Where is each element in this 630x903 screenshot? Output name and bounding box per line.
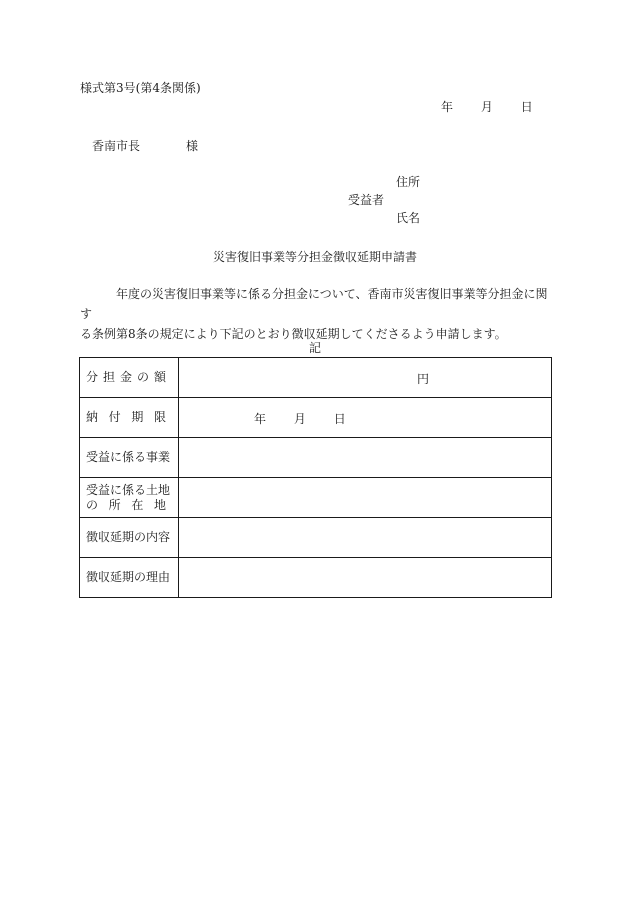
- body-line-1: 年度の災害復旧事業等に係る分担金について、香南市災害復旧事業等分担金に関す: [80, 287, 548, 321]
- document-title: 災害復旧事業等分担金徴収延期申請書: [212, 250, 417, 264]
- project-label: 受益に係る事業: [80, 438, 179, 478]
- details-table: [79, 357, 552, 598]
- table-row: [80, 398, 552, 438]
- label-char: 額: [153, 370, 166, 384]
- table-row: [80, 558, 552, 598]
- body-text: [80, 284, 552, 344]
- label-char: の: [136, 370, 149, 384]
- date-month: 月: [480, 100, 493, 114]
- label-char: 金: [119, 370, 132, 384]
- addressee-honorific: 様: [186, 139, 199, 153]
- deadline-label-cell: [80, 398, 179, 438]
- deferral-content-label: 徴収延期の内容: [80, 518, 179, 558]
- table-row: [80, 518, 552, 558]
- deferral-reason-label: 徴収延期の理由: [80, 558, 179, 598]
- body-line-2: る条例第8条の規定により下記のとおり徴収延期してくださるよう申請します。: [80, 327, 507, 341]
- table-row: [80, 478, 552, 518]
- yen-unit: 円: [417, 372, 430, 386]
- label-char: 在: [131, 497, 144, 512]
- amount-value-cell[interactable]: [179, 358, 552, 398]
- date-day: 日: [520, 100, 533, 114]
- deferral-reason-value-cell[interactable]: [179, 558, 552, 598]
- date-line: [441, 100, 533, 114]
- project-value-cell[interactable]: [179, 438, 552, 478]
- addressee: [92, 139, 198, 153]
- name-label: 氏名: [396, 211, 421, 225]
- address-label: 住所: [396, 175, 421, 189]
- label-char: 分: [86, 370, 99, 384]
- deadline-date: [254, 410, 346, 427]
- deadline-month: 月: [293, 412, 306, 426]
- table-row: [80, 438, 552, 478]
- table-row: [80, 358, 552, 398]
- amount-label-cell: [80, 358, 179, 398]
- land-label-line2: [86, 498, 166, 513]
- label-char: 所: [108, 497, 121, 512]
- label-char: 納: [86, 410, 99, 424]
- ki-heading: 記: [308, 341, 321, 355]
- land-label-line1: 受益に係る土地: [86, 482, 171, 497]
- addressee-name: 香南市長: [92, 139, 141, 153]
- land-location-value-cell[interactable]: [179, 478, 552, 518]
- label-char: の: [86, 497, 99, 512]
- deferral-content-value-cell[interactable]: [179, 518, 552, 558]
- deadline-label: [86, 410, 166, 425]
- label-char: 限: [153, 410, 166, 424]
- label-char: 期: [131, 410, 144, 424]
- deadline-day: 日: [333, 412, 346, 426]
- deadline-year: 年: [254, 412, 267, 426]
- label-char: 地: [153, 497, 166, 512]
- date-year: 年: [441, 100, 454, 114]
- deadline-value-cell[interactable]: [179, 398, 552, 438]
- form-number: 様式第3号(第4条関係): [80, 81, 201, 95]
- land-location-label-cell: [80, 478, 179, 518]
- label-char: 担: [102, 370, 115, 384]
- label-char: 付: [108, 410, 121, 424]
- amount-label: [86, 370, 166, 385]
- applicant-label: 受益者: [348, 193, 385, 207]
